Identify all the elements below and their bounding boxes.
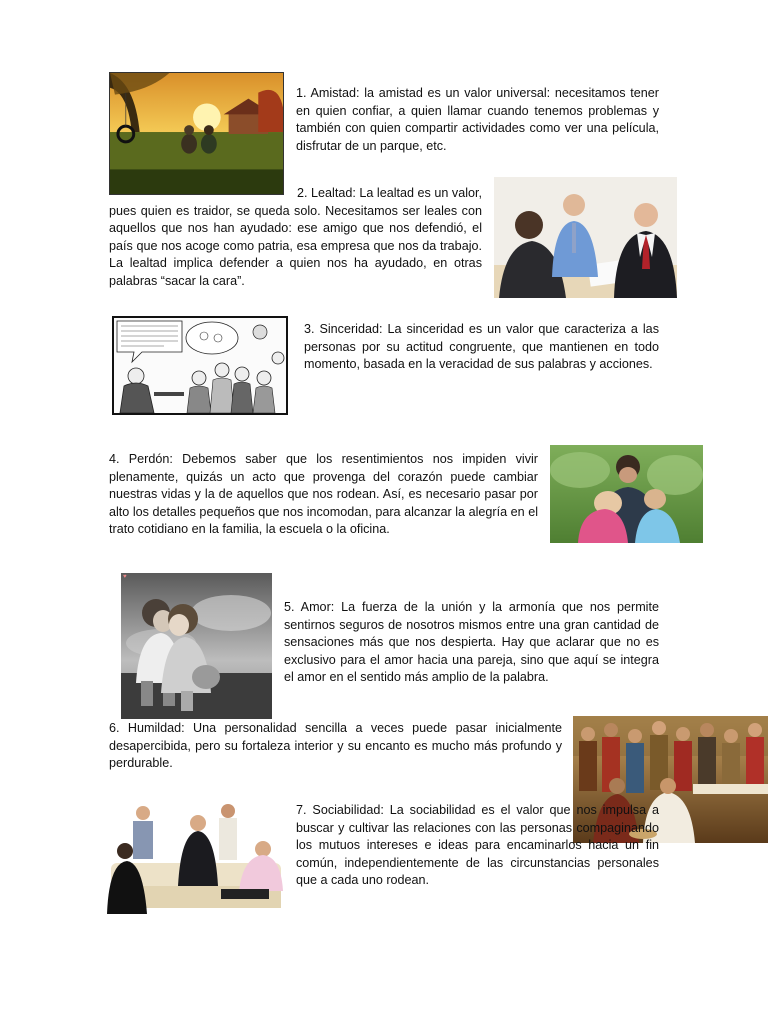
watermark-icon: ♥	[123, 574, 127, 580]
loyalty-image	[494, 177, 677, 298]
hug-scene-icon	[550, 445, 703, 543]
paragraph-sinceridad: 3. Sinceridad: La sinceridad es un valor que caracteriza a las personas por su actitud congruente, que mantienen en todo momento, basada en la veracidad de sus palabras y acciones.	[304, 322, 659, 372]
sociability-image	[103, 791, 283, 914]
children-kiss-icon	[121, 573, 272, 719]
paragraph-sociabilidad: 7. Sociabilidad: La sociabilidad es el valor que nos impulsa a buscar y cultivar las relaciones con las personas compaginando los mutuos intereses e ideas para encaminarlos hacia un fin común, independientemente de las circunstancias personales que a cada uno rodean.	[296, 803, 659, 888]
business-meeting-icon	[494, 177, 677, 298]
paragraph-lealtad: 2. Lealtad: La lealtad es un valor, pues quien es traidor, se queda solo. Necesitamos ser leales con aquellos que nos han ayudado: ese amigo que nos defendió, el país que nos acoge como patria, esa empresa que nos da trabajo. La lealtad implica defender a quien nos ha ayudado, en otras palabras “sacar la cara”.	[109, 186, 482, 288]
sunset-scene-icon	[110, 73, 283, 194]
paragraph-perdon: 4. Perdón: Debemos saber que los resentimientos nos impiden vivir plenamente, quizás un acto que provenga del corazón puede cambiar nuestras vidas y la de aquellos que nos rodean. Así, es necesario pasar por alto los detalles pequeños que nos incomodan, para alcanzar la alegría en el trato cotidiano en la familia, la escuela o la oficina.	[109, 452, 538, 537]
love-image	[121, 573, 272, 719]
paragraph-humildad: 6. Humildad: Una personalidad sencilla a veces puede pasar inicialmente desapercibida, pero su fortaleza interior y su encanto es mucho más profundo y perdurable.	[109, 721, 562, 771]
cartoon-group-icon	[114, 318, 286, 413]
forgiveness-image	[550, 445, 703, 543]
sincerity-cartoon-image	[112, 316, 288, 415]
paragraph-amor: 5. Amor: La fuerza de la unión y la armonía que nos permite sentirnos seguros de nosotros mismos entre una gran cantidad de sensaciones más que nos despierta. Hay que aclarar que no es exclusivo para el amor hacia una pareja, sino que aquí se integra el amor en el sentido más amplio de la palabra.	[284, 600, 659, 685]
paragraph-amistad: 1. Amistad: la amistad es un valor universal: necesitamos tener en quien confiar, a quien llamar cuando tenemos problemas y también con quien compartir actividades como ver una película, disfrutar de un parque, etc.	[296, 86, 659, 153]
group-couch-icon	[103, 791, 283, 914]
friendship-image	[109, 72, 284, 195]
